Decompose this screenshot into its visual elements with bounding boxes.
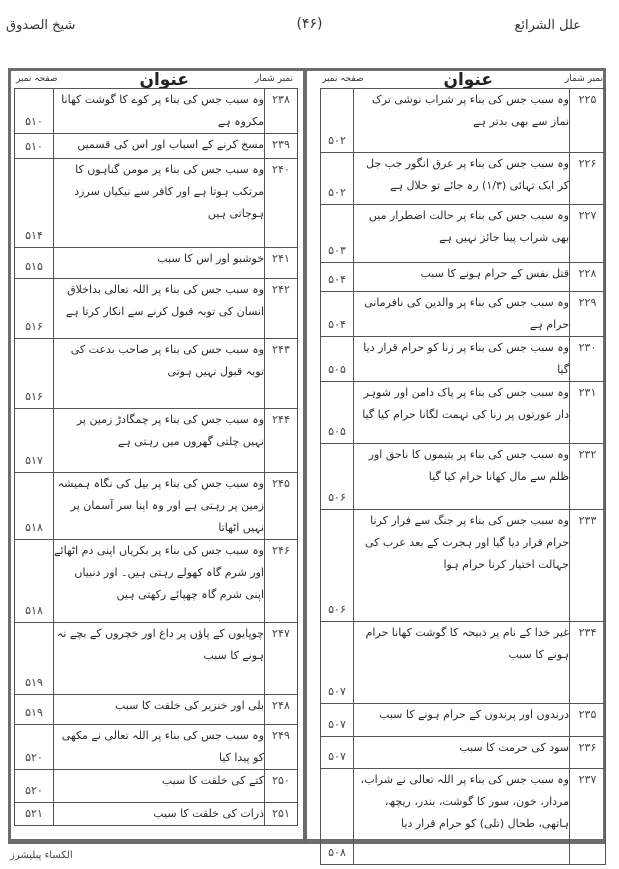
toc-entry-title: وہ سبب جس کی بناء پر بکریاں اپنی دم اٹھائے اور شرم گاہ کھولے رہتی ہیں۔ اور دنبیاں اپنی شرم گاہ چھپائے رکھتی ہیں <box>54 540 265 623</box>
toc-row <box>321 704 606 737</box>
toc-row <box>15 248 298 279</box>
toc-entry-page: ۵۲۱ <box>15 803 54 826</box>
toc-entry-number: ۲۴۶ <box>265 540 298 623</box>
toc-row <box>321 205 606 263</box>
toc-entry-number: ۲۳۴ <box>570 622 606 704</box>
toc-entry-title: وہ سبب جس کی بناء پر عرق انگور جب جل کر ایک تہائی (۱/۳) رہ جائے تو حلال ہے <box>354 153 570 205</box>
toc-row <box>321 153 606 205</box>
toc-entry-page: ۵۰۲ <box>321 153 354 205</box>
toc-row <box>321 622 606 704</box>
toc-entry-page: ۵۱۵ <box>15 248 54 279</box>
toc-entry-page: ۵۱۸ <box>15 473 54 540</box>
column-divider <box>303 68 307 844</box>
book-title: علل الشرائع <box>514 18 581 33</box>
toc-row <box>15 159 298 248</box>
left-column-headings <box>14 70 297 90</box>
toc-entry-title: کتے کی خلقت کا سبب <box>54 770 265 803</box>
toc-entry-number: ۲۲۹ <box>570 292 606 337</box>
toc-row <box>321 382 606 444</box>
heading-page: صفحہ نمبر <box>322 74 364 84</box>
toc-entry-number: ۲۲۷ <box>570 205 606 263</box>
toc-entry-page: ۵۱۸ <box>15 540 54 623</box>
heading-number: نمبر شمار <box>564 74 603 84</box>
toc-entry-title: وہ سبب جس کی بناء پر چمگادڑ زمین پر نہیں چلتی گھروں میں رہتی ہے <box>54 409 265 473</box>
toc-entry-title: وہ سبب جس کی بناء پر حالت اضطرار میں بھی شراب پینا جائز نہیں ہے <box>354 205 570 263</box>
toc-entry-page: ۵۰۴ <box>321 263 354 292</box>
toc-entry-number: ۲۴۲ <box>265 279 298 339</box>
toc-entry-number: ۲۲۶ <box>570 153 606 205</box>
toc-entry-number: ۲۳۷ <box>570 769 606 865</box>
toc-entry-number: ۲۴۳ <box>265 339 298 409</box>
toc-entry-number: ۲۴۴ <box>265 409 298 473</box>
toc-row <box>15 540 298 623</box>
toc-entry-title: مسخ کرنے کے اسباب اور اس کی قسمیں <box>54 134 265 159</box>
toc-entry-page: ۵۱۹ <box>15 623 54 695</box>
toc-entry-page: ۵۱۰ <box>15 134 54 159</box>
toc-entry-title: چوپایوں کے پاؤں پر داغ اور خچروں کے بچے نہ ہونے کا سبب <box>54 623 265 695</box>
toc-row <box>15 803 298 826</box>
toc-entry-page: ۵۰۵ <box>321 337 354 382</box>
publisher-name: الکساء پبلیشرز <box>10 850 73 861</box>
toc-entry-page: ۵۰۷ <box>321 622 354 704</box>
toc-entry-title: وہ سبب جس کی بناء پر صاحب بدعت کی توبہ قبول نہیں ہوتی <box>54 339 265 409</box>
toc-entry-title: وہ سبب جس کی بناء پر بیل کی نگاہ ہمیشہ زمین پر رہتی ہے اور وہ اپنا سر آسمان پر نہیں اٹھاتا <box>54 473 265 540</box>
page-number: (۴۶) <box>296 16 323 32</box>
toc-row <box>321 444 606 510</box>
toc-row <box>15 339 298 409</box>
heading-page: صفحہ نمبر <box>16 74 58 84</box>
toc-entry-number: ۲۲۸ <box>570 263 606 292</box>
left-contents-table <box>14 88 298 826</box>
toc-entry-number: ۲۳۳ <box>570 510 606 622</box>
heading-title: عنوان <box>443 70 493 90</box>
toc-entry-title: سود کی حرمت کا سبب <box>354 737 570 769</box>
toc-row <box>15 623 298 695</box>
toc-entry-number: ۲۳۶ <box>570 737 606 769</box>
toc-entry-number: ۲۳۸ <box>265 89 298 134</box>
toc-row <box>15 89 298 134</box>
toc-entry-page: ۵۱۴ <box>15 159 54 248</box>
toc-entry-number: ۲۳۵ <box>570 704 606 737</box>
toc-entry-number: ۲۴۰ <box>265 159 298 248</box>
toc-entry-number: ۲۵۰ <box>265 770 298 803</box>
toc-row <box>15 473 298 540</box>
heading-title: عنوان <box>139 70 189 90</box>
toc-entry-page: ۵۰۷ <box>321 704 354 737</box>
toc-entry-number: ۲۴۵ <box>265 473 298 540</box>
toc-row <box>15 409 298 473</box>
toc-entry-number: ۲۳۱ <box>570 382 606 444</box>
toc-row <box>321 737 606 769</box>
toc-entry-page: ۵۰۲ <box>321 89 354 153</box>
toc-row <box>15 695 298 725</box>
toc-entry-title: وہ سبب جس کی بناء پر اللہ تعالی نے مکھی کو پیدا کیا <box>54 725 265 770</box>
toc-entry-title: وہ سبب جس کی بناء پر پاک دامن اور شوہر دار عورتوں پر زنا کی تہمت لگانا حرام کیا گیا <box>354 382 570 444</box>
toc-entry-title: خوشبو اور اس کا سبب <box>54 248 265 279</box>
toc-entry-title: وہ سبب جس کی بناء پر جنگ سے فرار کرنا حرام قرار دیا گیا اور ہجرت کے بعد عرب کی جہالت اختیار کرنا حرام ہوا <box>354 510 570 622</box>
toc-entry-title: ذرات کی خلقت کا سبب <box>54 803 265 826</box>
toc-entry-page: ۵۰۶ <box>321 510 354 622</box>
toc-row <box>321 510 606 622</box>
toc-entry-title: وہ سبب جس کی بناء پر مومن گناہوں کا مرتکب ہوتا ہے اور کافر سے نیکیاں سرزد ہوجاتی ہیں <box>54 159 265 248</box>
toc-entry-page: ۵۲۰ <box>15 770 54 803</box>
toc-entry-page: ۵۲۰ <box>15 725 54 770</box>
toc-entry-number: ۲۴۱ <box>265 248 298 279</box>
toc-entry-page: ۵۱۷ <box>15 409 54 473</box>
toc-entry-page: ۵۰۷ <box>321 737 354 769</box>
right-column-headings <box>320 70 605 90</box>
toc-entry-page: ۵۱۰ <box>15 89 54 134</box>
toc-row <box>15 725 298 770</box>
right-contents-table <box>320 88 606 865</box>
toc-entry-title: وہ سبب جس کی بناء پر یتیموں کا ناحق اور ظلم سے مال کھانا حرام کیا گیا <box>354 444 570 510</box>
toc-entry-title: وہ سبب جس کی بناء پر اللہ تعالی نے شراب، مردار، خون، سور کا گوشت، بندر، ریچھ، ہاتھی، طحال (تلی) کو حرام قرار دیا <box>354 769 570 865</box>
toc-entry-title: قتل نفس کے حرام ہونے کا سبب <box>354 263 570 292</box>
author-name: شیخ الصدوق <box>6 18 76 33</box>
toc-entry-page: ۵۰۳ <box>321 205 354 263</box>
toc-row <box>321 337 606 382</box>
toc-entry-title: وہ سبب جس کی بناء پر والدین کی نافرمانی حرام ہے <box>354 292 570 337</box>
toc-entry-page: ۵۰۵ <box>321 382 354 444</box>
toc-entry-title: درندوں اور پرندوں کے حرام ہونے کا سبب <box>354 704 570 737</box>
toc-row <box>321 263 606 292</box>
toc-entry-page: ۵۱۶ <box>15 339 54 409</box>
toc-entry-number: ۲۲۵ <box>570 89 606 153</box>
toc-entry-number: ۲۵۱ <box>265 803 298 826</box>
toc-entry-number: ۲۴۹ <box>265 725 298 770</box>
toc-entry-title: وہ سبب جس کی بناء پر اللہ تعالی بداخلاق انسان کی توبہ قبول کرنے سے انکار کرتا ہے <box>54 279 265 339</box>
toc-entry-page: ۵۰۴ <box>321 292 354 337</box>
toc-entry-title: وہ سبب جس کی بناء پر زنا کو حرام قرار دیا گیا <box>354 337 570 382</box>
toc-entry-page: ۵۱۹ <box>15 695 54 725</box>
toc-entry-title: وہ سبب جس کی بناء پر شراب نوشی ترک نماز سے بھی بدتر ہے <box>354 89 570 153</box>
toc-row <box>321 89 606 153</box>
toc-row <box>15 770 298 803</box>
toc-entry-number: ۲۴۷ <box>265 623 298 695</box>
toc-entry-page: ۵۰۸ <box>321 769 354 865</box>
toc-row <box>321 292 606 337</box>
toc-entry-page: ۵۱۶ <box>15 279 54 339</box>
toc-entry-title: بلی اور خنزیر کی خلقت کا سبب <box>54 695 265 725</box>
toc-entry-title: وہ سبب جس کی بناء پر کوے کا گوشت کھانا مکروہ ہے <box>54 89 265 134</box>
toc-entry-number: ۲۴۸ <box>265 695 298 725</box>
toc-entry-title: غیر خدا کے نام پر ذبیحہ کا گوشت کھانا حرام ہونے کا سبب <box>354 622 570 704</box>
toc-row <box>15 279 298 339</box>
heading-number: نمبر شمار <box>254 74 293 84</box>
toc-row <box>321 769 606 865</box>
toc-entry-number: ۲۳۹ <box>265 134 298 159</box>
toc-entry-number: ۲۳۲ <box>570 444 606 510</box>
toc-entry-page: ۵۰۶ <box>321 444 354 510</box>
toc-row <box>15 134 298 159</box>
toc-entry-number: ۲۳۰ <box>570 337 606 382</box>
